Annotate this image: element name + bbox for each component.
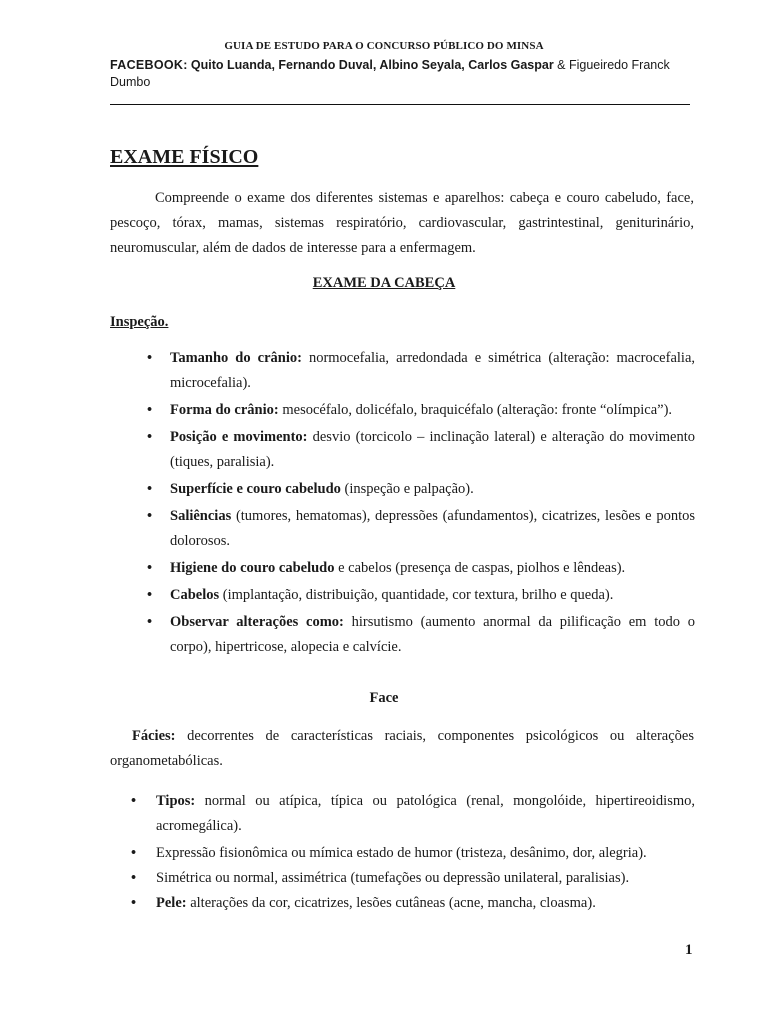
item-text: (implantação, distribuição, quantidade, cor textura, brilho e queda). (219, 587, 614, 603)
item-term: Tipos: (156, 793, 196, 809)
face-heading: Face (369, 690, 399, 706)
item-term: Forma do crânio: (170, 402, 279, 418)
section-heading: EXAME DA CABEÇA (312, 275, 456, 291)
list-item (147, 398, 695, 423)
list-item (147, 556, 695, 581)
list-item (131, 789, 695, 839)
item-text: hirsutismo (aumento anormal da pilificação em todo o corpo), hipertricose, alopecia e calvície. (170, 614, 695, 655)
list-item (147, 346, 695, 396)
bullet: • (131, 895, 137, 911)
item-text: alterações da cor, cicatrizes, lesões cutâneas (acne, mancha, cloasma). (186, 895, 596, 911)
item-term: Saliências (170, 508, 232, 524)
item-term: Higiene do couro cabeludo (170, 560, 335, 576)
item-text: e cabelos (presença de caspas, piolhos e lêndeas). (334, 560, 626, 576)
inspection-subheading: Inspeção. (110, 314, 169, 330)
bullet: • (147, 508, 153, 524)
item-text: normocefalia, arredondada e simétrica (alteração: macrocefalia, microcefalia). (170, 350, 696, 391)
inspection-list (147, 346, 695, 662)
item-term: Tamanho do crânio: (170, 350, 302, 366)
list-item (131, 866, 695, 891)
bullet: • (131, 793, 137, 809)
bullet: • (131, 845, 137, 861)
list-item (131, 841, 695, 866)
list-item (131, 891, 695, 916)
bullet: • (147, 429, 153, 445)
facebook-label: FACEBOOK (110, 58, 184, 72)
item-term: Pele: (156, 895, 187, 911)
authors-bold: Quito Luanda, Fernando Duval, Albino Seyala, Carlos Gaspar (190, 58, 554, 72)
bullet: • (147, 402, 153, 418)
item-text: Expressão fisionômica ou mímica estado de humor (tristeza, desânimo, dor, alegria). (156, 845, 647, 861)
facies-text: decorrentes de características raciais, componentes psicológicos ou alterações organometabólicas. (110, 728, 694, 769)
header-divider (110, 104, 690, 105)
page-number: 1 (685, 942, 693, 958)
list-item (147, 610, 695, 660)
item-text: Simétrica ou normal, assimétrica (tumefações ou depressão unilateral, paralisias). (156, 870, 630, 886)
list-item (147, 425, 695, 475)
bullet: • (131, 870, 137, 886)
main-heading: EXAME FÍSICO (110, 146, 259, 168)
bullet: • (147, 350, 153, 366)
face-list (131, 789, 695, 916)
bullet: • (147, 614, 153, 630)
authors-rest: & Figueiredo Franck Dumbo (110, 58, 670, 89)
item-text: (inspeção e palpação). (340, 481, 474, 497)
document-header-title: GUIA DE ESTUDO PARA O CONCURSO PÚBLICO DO MINSA (224, 40, 544, 52)
list-item (147, 477, 695, 502)
facies-term: Fácies: (132, 728, 176, 744)
item-text: normal ou atípica, típica ou patológica (renal, mongolóide, hipertireoidismo, acromegálica). (156, 793, 695, 834)
list-item (147, 583, 695, 608)
item-term: Observar alterações como: (170, 614, 344, 630)
item-term: Posição e movimento: (170, 429, 308, 445)
list-item (147, 504, 695, 554)
item-text: desvio (torcicolo – inclinação lateral) e alteração do movimento (tiques, paralisia). (170, 429, 696, 470)
item-text: mesocéfalo, dolicéfalo, braquicéfalo (alteração: fronte “olímpica”). (278, 402, 673, 418)
intro-paragraph: Compreende o exame dos diferentes sistemas e aparelhos: cabeça e couro cabeludo, face, pescoço, tórax, mamas, sistemas respiratório, cardiovascular, gastrintestinal, geniturinário, neuromuscular, além de dados de interesse para a enfermagem. (110, 190, 694, 256)
bullet: • (147, 481, 153, 497)
item-term: Superfície e couro cabeludo (170, 481, 341, 497)
facies-paragraph (110, 724, 694, 774)
item-text: (tumores, hematomas), depressões (afundamentos), cicatrizes, lesões e pontos dolorosos. (170, 508, 695, 549)
facebook-separator: : (183, 58, 191, 72)
bullet: • (147, 560, 153, 576)
bullet: • (147, 587, 153, 603)
facebook-authors-line (110, 57, 690, 91)
item-term: Cabelos (170, 587, 220, 603)
